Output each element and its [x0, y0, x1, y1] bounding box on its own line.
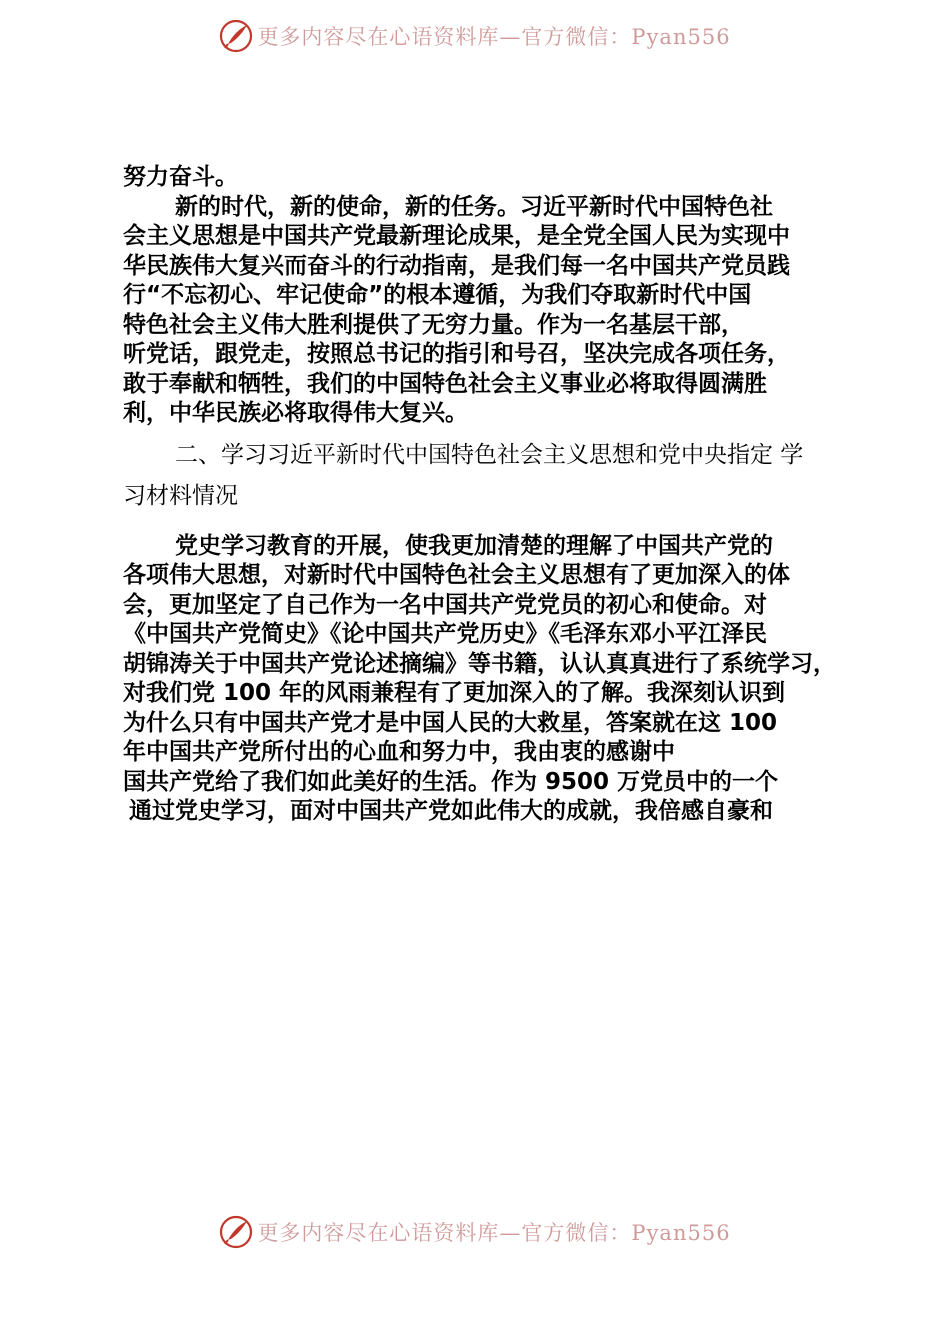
footer-banner-text: 更多内容尽在心语资料库—官方微信：Pyan556 — [257, 1221, 731, 1245]
footer-banner — [0, 1212, 950, 1252]
text-line: 为什么只有中国共产党才是中国人民的大救星，答案就在这 100 — [123, 709, 778, 736]
text-line: 会主义思想是中国共产党最新理论成果，是全党全国人民为实现中 — [123, 223, 790, 249]
header-banner — [0, 16, 950, 56]
text-line: 会，更加坚定了自己作为一名中国共产党党员的初心和使命。对 — [123, 591, 767, 618]
text-line: 年中国共产党所付出的心血和努力中，我由衷的感谢中 — [123, 739, 675, 765]
text-line: 利，中华民族必将取得伟大复兴。 — [123, 400, 468, 426]
document-body — [123, 163, 843, 827]
paragraph-1 — [123, 163, 843, 193]
text-line: 《中国共产党简史》《论中国共产党历史》《毛泽东邓小平江泽民 — [123, 621, 767, 647]
section-heading-line-2: 习材料情况 — [123, 483, 238, 509]
text-line: 努力奋斗。 — [123, 164, 238, 190]
text-line: 对我们党 100 年的风雨兼程有了更加深入的了解。我深刻认识到 — [123, 680, 786, 706]
quill-logo-icon — [219, 19, 253, 53]
text-line: 国共产党给了我们如此美好的生活。作为 9500 万党员中的一个 — [123, 768, 779, 795]
section-heading-line-1: 二、学习习近平新时代中国特色社会主义思想和党中央指定 学 — [175, 441, 804, 468]
quill-logo-icon — [219, 1215, 253, 1249]
text-line: 通过党史学习，面对中国共产党如此伟大的成就，我倍感自豪和 — [129, 798, 773, 824]
text-line: 新的时代，新的使命，新的任务。习近平新时代中国特色社 — [175, 193, 773, 220]
text-line: 党史学习教育的开展，使我更加清楚的理解了中国共产党的 — [175, 532, 773, 559]
text-line: 敢于奉献和牺牲，我们的中国特色社会主义事业必将取得圆满胜 — [123, 370, 767, 397]
text-line: 特色社会主义伟大胜利提供了无穷力量。作为一名基层干部， — [123, 311, 744, 338]
text-line: 行“不忘初心、牢记使命”的根本遵循，为我们夺取新时代中国 — [123, 282, 752, 308]
paragraph-3 — [123, 532, 843, 827]
header-banner-text: 更多内容尽在心语资料库—官方微信：Pyan556 — [257, 25, 731, 49]
text-line: 各项伟大思想，对新时代中国特色社会主义思想有了更加深入的体 — [123, 562, 790, 588]
text-line: 华民族伟大复兴而奋斗的行动指南，是我们每一名中国共产党员践 — [123, 252, 790, 279]
text-line: 胡锦涛关于中国共产党论述摘编》等书籍，认认真真进行了系统学习， — [123, 650, 836, 677]
text-line: 听党话，跟党走，按照总书记的指引和号召，坚决完成各项任务， — [123, 341, 790, 367]
paragraph-2 — [123, 193, 843, 429]
